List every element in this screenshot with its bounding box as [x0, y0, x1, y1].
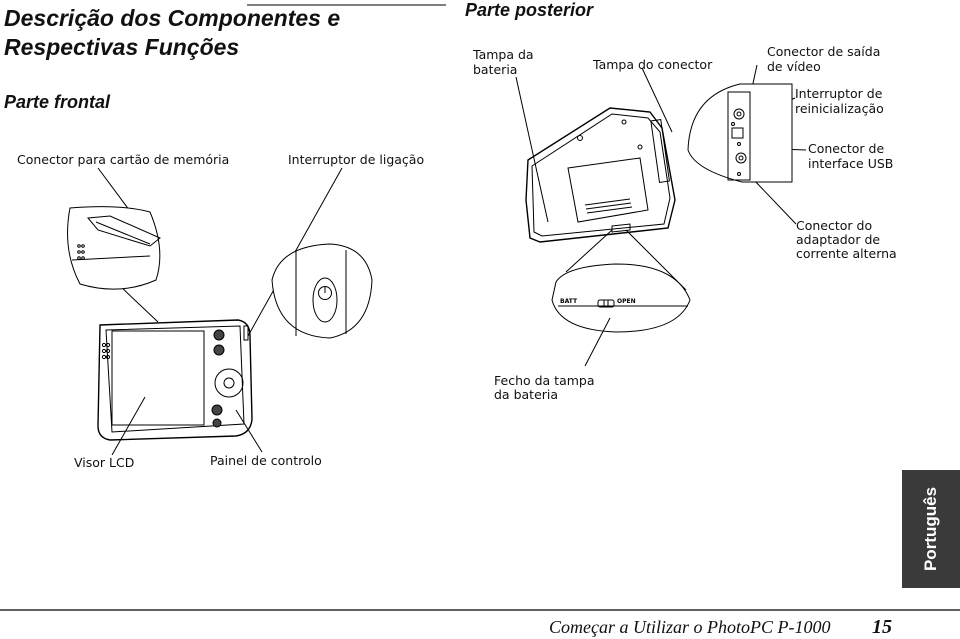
lcd-screen — [112, 331, 204, 425]
memory-card-closeup — [68, 207, 160, 289]
label-ac-1: Conector do — [796, 218, 873, 233]
dpad — [215, 369, 243, 397]
label-reset-1: Interruptor de — [795, 86, 883, 101]
label-battery-cover-2: bateria — [473, 62, 518, 77]
page-title-line2: Respectivas Funções — [4, 34, 240, 60]
front-button-2 — [214, 345, 224, 355]
front-heading: Parte frontal — [4, 92, 111, 112]
battery-latch-closeup — [552, 264, 690, 366]
label-battery-latch-2: da bateria — [494, 387, 559, 402]
label-video-out-2: de vídeo — [767, 59, 821, 74]
label-reset-2: reinicialização — [795, 101, 884, 116]
label-ac-2: adaptador de — [796, 232, 881, 247]
label-battery-latch-1: Fecho da tampa — [494, 373, 595, 388]
label-memory-card: Conector para cartão de memória — [17, 152, 230, 167]
language-tab — [902, 470, 960, 588]
front-button-1 — [214, 330, 224, 340]
label-ac-3: corrente alterna — [796, 246, 897, 261]
language-tab-label: Português — [921, 486, 940, 572]
label-control-panel: Painel de controlo — [210, 453, 322, 468]
front-button-3 — [212, 405, 222, 415]
battery-cover — [568, 158, 648, 222]
connector-closeup — [688, 84, 792, 182]
latch-batt-text: BATT — [560, 298, 578, 305]
back-heading: Parte posterior — [465, 0, 594, 20]
label-power-switch: Interruptor de ligação — [288, 152, 425, 167]
label-battery-cover-1: Tampa da — [473, 47, 534, 62]
footer-title: Começar a Utilizar o PhotoPC P-1000 — [549, 617, 831, 637]
page-title-line1: Descrição dos Componentes e — [4, 5, 341, 31]
power-switch-closeup — [272, 244, 372, 338]
latch-open-text: OPEN — [617, 298, 636, 305]
front-button-4 — [213, 419, 221, 427]
label-usb-1: Conector de — [808, 141, 885, 156]
label-connector-cover: Tampa do conector — [593, 57, 713, 72]
label-video-out-1: Conector de saída — [767, 44, 881, 59]
page-number: 15 — [872, 616, 892, 638]
label-usb-2: interface USB — [808, 156, 894, 171]
label-lcd: Visor LCD — [74, 455, 135, 470]
front-device-drawing — [98, 320, 252, 440]
